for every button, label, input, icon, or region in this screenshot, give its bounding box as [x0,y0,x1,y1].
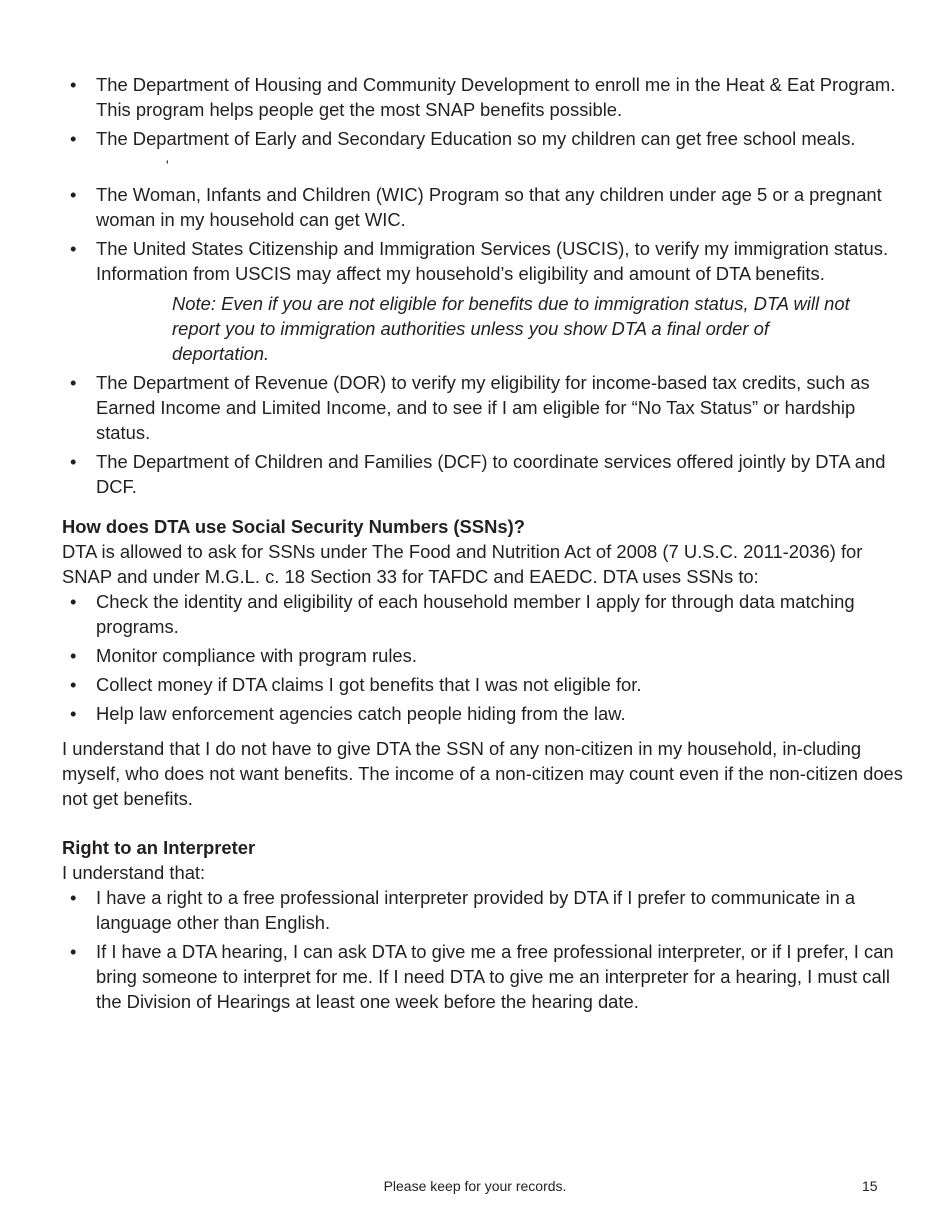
list-item [62,939,912,1014]
list-item [62,182,912,232]
page-number: 15 [862,1178,878,1194]
bullet-icon: • [70,703,77,724]
list-item-text: Help law enforcement agencies catch people hiding from the law. [96,703,626,724]
interpreter-section-intro: I understand that: [62,862,206,883]
list-item [62,672,912,697]
bullet-icon: • [70,451,77,472]
ssn-uses-list [62,589,912,726]
list-item [62,589,912,639]
list-item-text: The Department of Revenue (DOR) to verify my eligibility for income-based tax credits, such as Earned Income and Limited Income, and to see if I am eligible for “No Tax Status” or hardship status. [96,372,870,443]
immigration-note: Note: Even if you are not eligible for benefits due to immigration status, DTA will not report you to immigration authorities unless you show DTA a final order of deportation. [172,293,850,364]
list-item [62,236,912,366]
list-item [62,701,912,726]
list-item-text: The Department of Housing and Community Development to enroll me in the Heat & Eat Program. This program helps people get the most SNAP benefits possible. [96,74,896,120]
bullet-icon: • [70,645,77,666]
interpreter-section-heading: Right to an Interpreter [62,837,256,858]
list-item [62,643,912,668]
ssn-section-heading: How does DTA use Social Security Numbers (SSNs)? [62,516,525,537]
list-item-text: The Woman, Infants and Children (WIC) Program so that any children under age 5 or a pregnant woman in my household can get WIC. [96,184,882,230]
list-item [62,370,912,445]
bullet-icon: • [70,674,77,695]
list-item-text: If I have a DTA hearing, I can ask DTA to give me a free professional interpreter, or if I prefer, I can bring someone to interpret for me. If I need DTA to give me an interpreter for a hearing, I must call the Division of Hearings at least one week before the hearing date. [96,941,894,1012]
list-item-text: Check the identity and eligibility of each household member I apply for through data matching programs. [96,591,855,637]
list-item-text: I have a right to a free professional interpreter provided by DTA if I prefer to communicate in a language other than English. [96,887,856,933]
list-item-text: Monitor compliance with program rules. [96,645,417,666]
bullet-icon: • [70,74,77,95]
list-item-text: The Department of Early and Secondary Education so my children can get free school meals. [96,128,856,149]
ssn-section-intro: DTA is allowed to ask for SSNs under The Food and Nutrition Act of 2008 (7 U.S.C. 2011-2036) for SNAP and under M.G.L. c. 18 Section 33 for TAFDC and EAEDC. DTA uses SSNs to: [62,541,863,587]
list-item [62,72,912,122]
list-item [62,449,912,499]
bullet-icon: • [70,238,77,259]
list-item-text: Collect money if DTA claims I got benefits that I was not eligible for. [96,674,642,695]
list-item-text: The Department of Children and Families (DCF) to coordinate services offered jointly by DTA and DCF. [96,451,886,497]
bullet-icon: • [70,941,77,962]
document-page [62,72,912,1018]
list-item [62,885,912,935]
interpreter-rights-list [62,885,912,1014]
bullet-icon: • [70,372,77,393]
stray-mark: ' [166,157,169,173]
bullet-icon: • [70,887,77,908]
list-item-text: The United States Citizenship and Immigration Services (USCIS), to verify my immigration status. Information from USCIS may affect my household’s eligibility and amount of DTA benefits. [96,238,889,284]
bullet-icon: • [70,591,77,612]
bullet-icon: • [70,128,77,149]
list-item [62,126,912,178]
footer-note: Please keep for your records. [383,1178,567,1194]
agency-sharing-list [62,72,912,499]
bullet-icon: • [70,184,77,205]
ssn-non-citizen-paragraph: I understand that I do not have to give DTA the SSN of any non-citizen in my household, in-cluding myself, who does not want benefits. The income of a non-citizen may count even if the non-citizen does not get benefits. [62,738,903,809]
